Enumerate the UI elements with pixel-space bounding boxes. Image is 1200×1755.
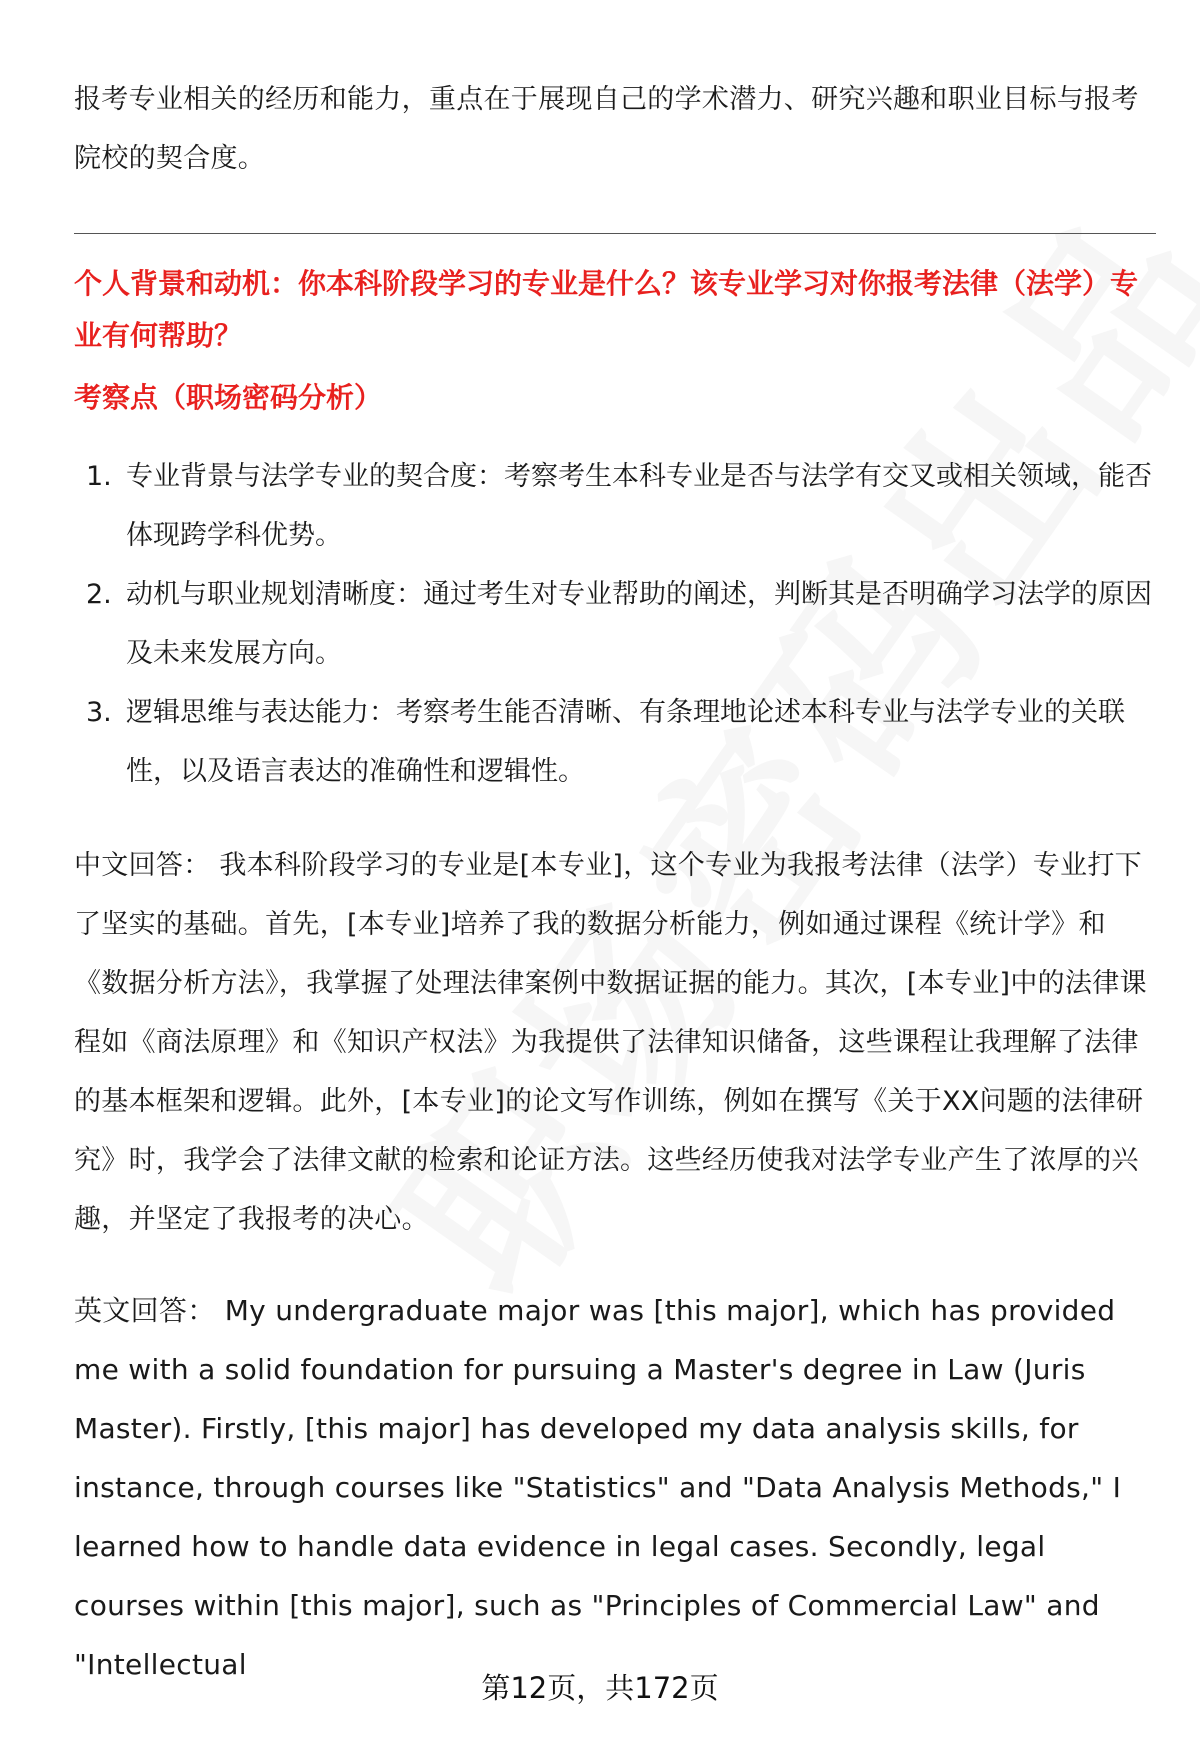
assessment-points-list (74, 447, 1156, 801)
list-item-text: 专业背景与法学专业的契合度：考察考生本科专业是否与法学有交叉或相关领域，能否体现跨学科优势。 (126, 461, 1152, 551)
english-answer-section (74, 1281, 1156, 1694)
list-item-text: 逻辑思维与表达能力：考察考生能否清晰、有条理地论述本科专业与法学专业的关联性，以及语言表达的准确性和逻辑性。 (126, 697, 1125, 787)
chinese-answer-paragraph: 中文回答： 我本科阶段学习的专业是[本专业]，这个专业为我报考法律（法学）专业打下了坚实的基础。首先，[本专业]培养了我的数据分析能力，例如通过课程《统计学》和《数据分析方法》，我掌握了处理法律案例中数据证据的能力。其次，[本专业]中的法律课程如《商法原理》和《知识产权法》为我提供了法律知识储备，这些课程让我理解了法律的基本框架和逻辑。此外，[本专业]的论文写作训练，例如在撰写《关于XX问题的法律研究》时，我学会了法律文献的检索和论证方法。这些经历使我对法学专业产生了浓厚的兴趣，并坚定了我报考的决心。 (74, 850, 1147, 1235)
list-item (74, 447, 1156, 565)
question-subtitle: 考察点（职场密码分析） (74, 381, 383, 414)
chinese-answer-section (74, 836, 1156, 1249)
list-item (74, 565, 1156, 683)
list-item (74, 683, 1156, 801)
page-number-footer: 第12页，共172页 (481, 1671, 719, 1705)
intro-section (74, 70, 1156, 188)
list-item-number: 2. (86, 579, 112, 610)
list-item-number: 3. (86, 697, 112, 728)
english-answer-paragraph: 英文回答： My undergraduate major was [this major], which has provided me with a solid foundation for pursuing a Master's degree in Law (Juris Master). Firstly, [this major] has developed my data analysis skills, for instance, through courses like "Statistics" and "Data Analysis Methods," I learned how to handle data evidence in legal cases. Secondly, legal courses within [this major], such as "Principles of Commercial Law" and "Intellectual (74, 1294, 1122, 1681)
section-divider (74, 233, 1156, 234)
list-item-number: 1. (86, 461, 112, 492)
question-title: 个人背景和动机：你本科阶段学习的专业是什么？该专业学习对你报考法律（法学）专业有何帮助？ (74, 267, 1139, 352)
intro-paragraph: 报考专业相关的经历和能力，重点在于展现自己的学术潜力、研究兴趣和职业目标与报考院校的契合度。 (74, 84, 1139, 174)
list-item-text: 动机与职业规划清晰度：通过考生对专业帮助的阐述，判断其是否明确学习法学的原因及未来发展方向。 (126, 579, 1152, 669)
